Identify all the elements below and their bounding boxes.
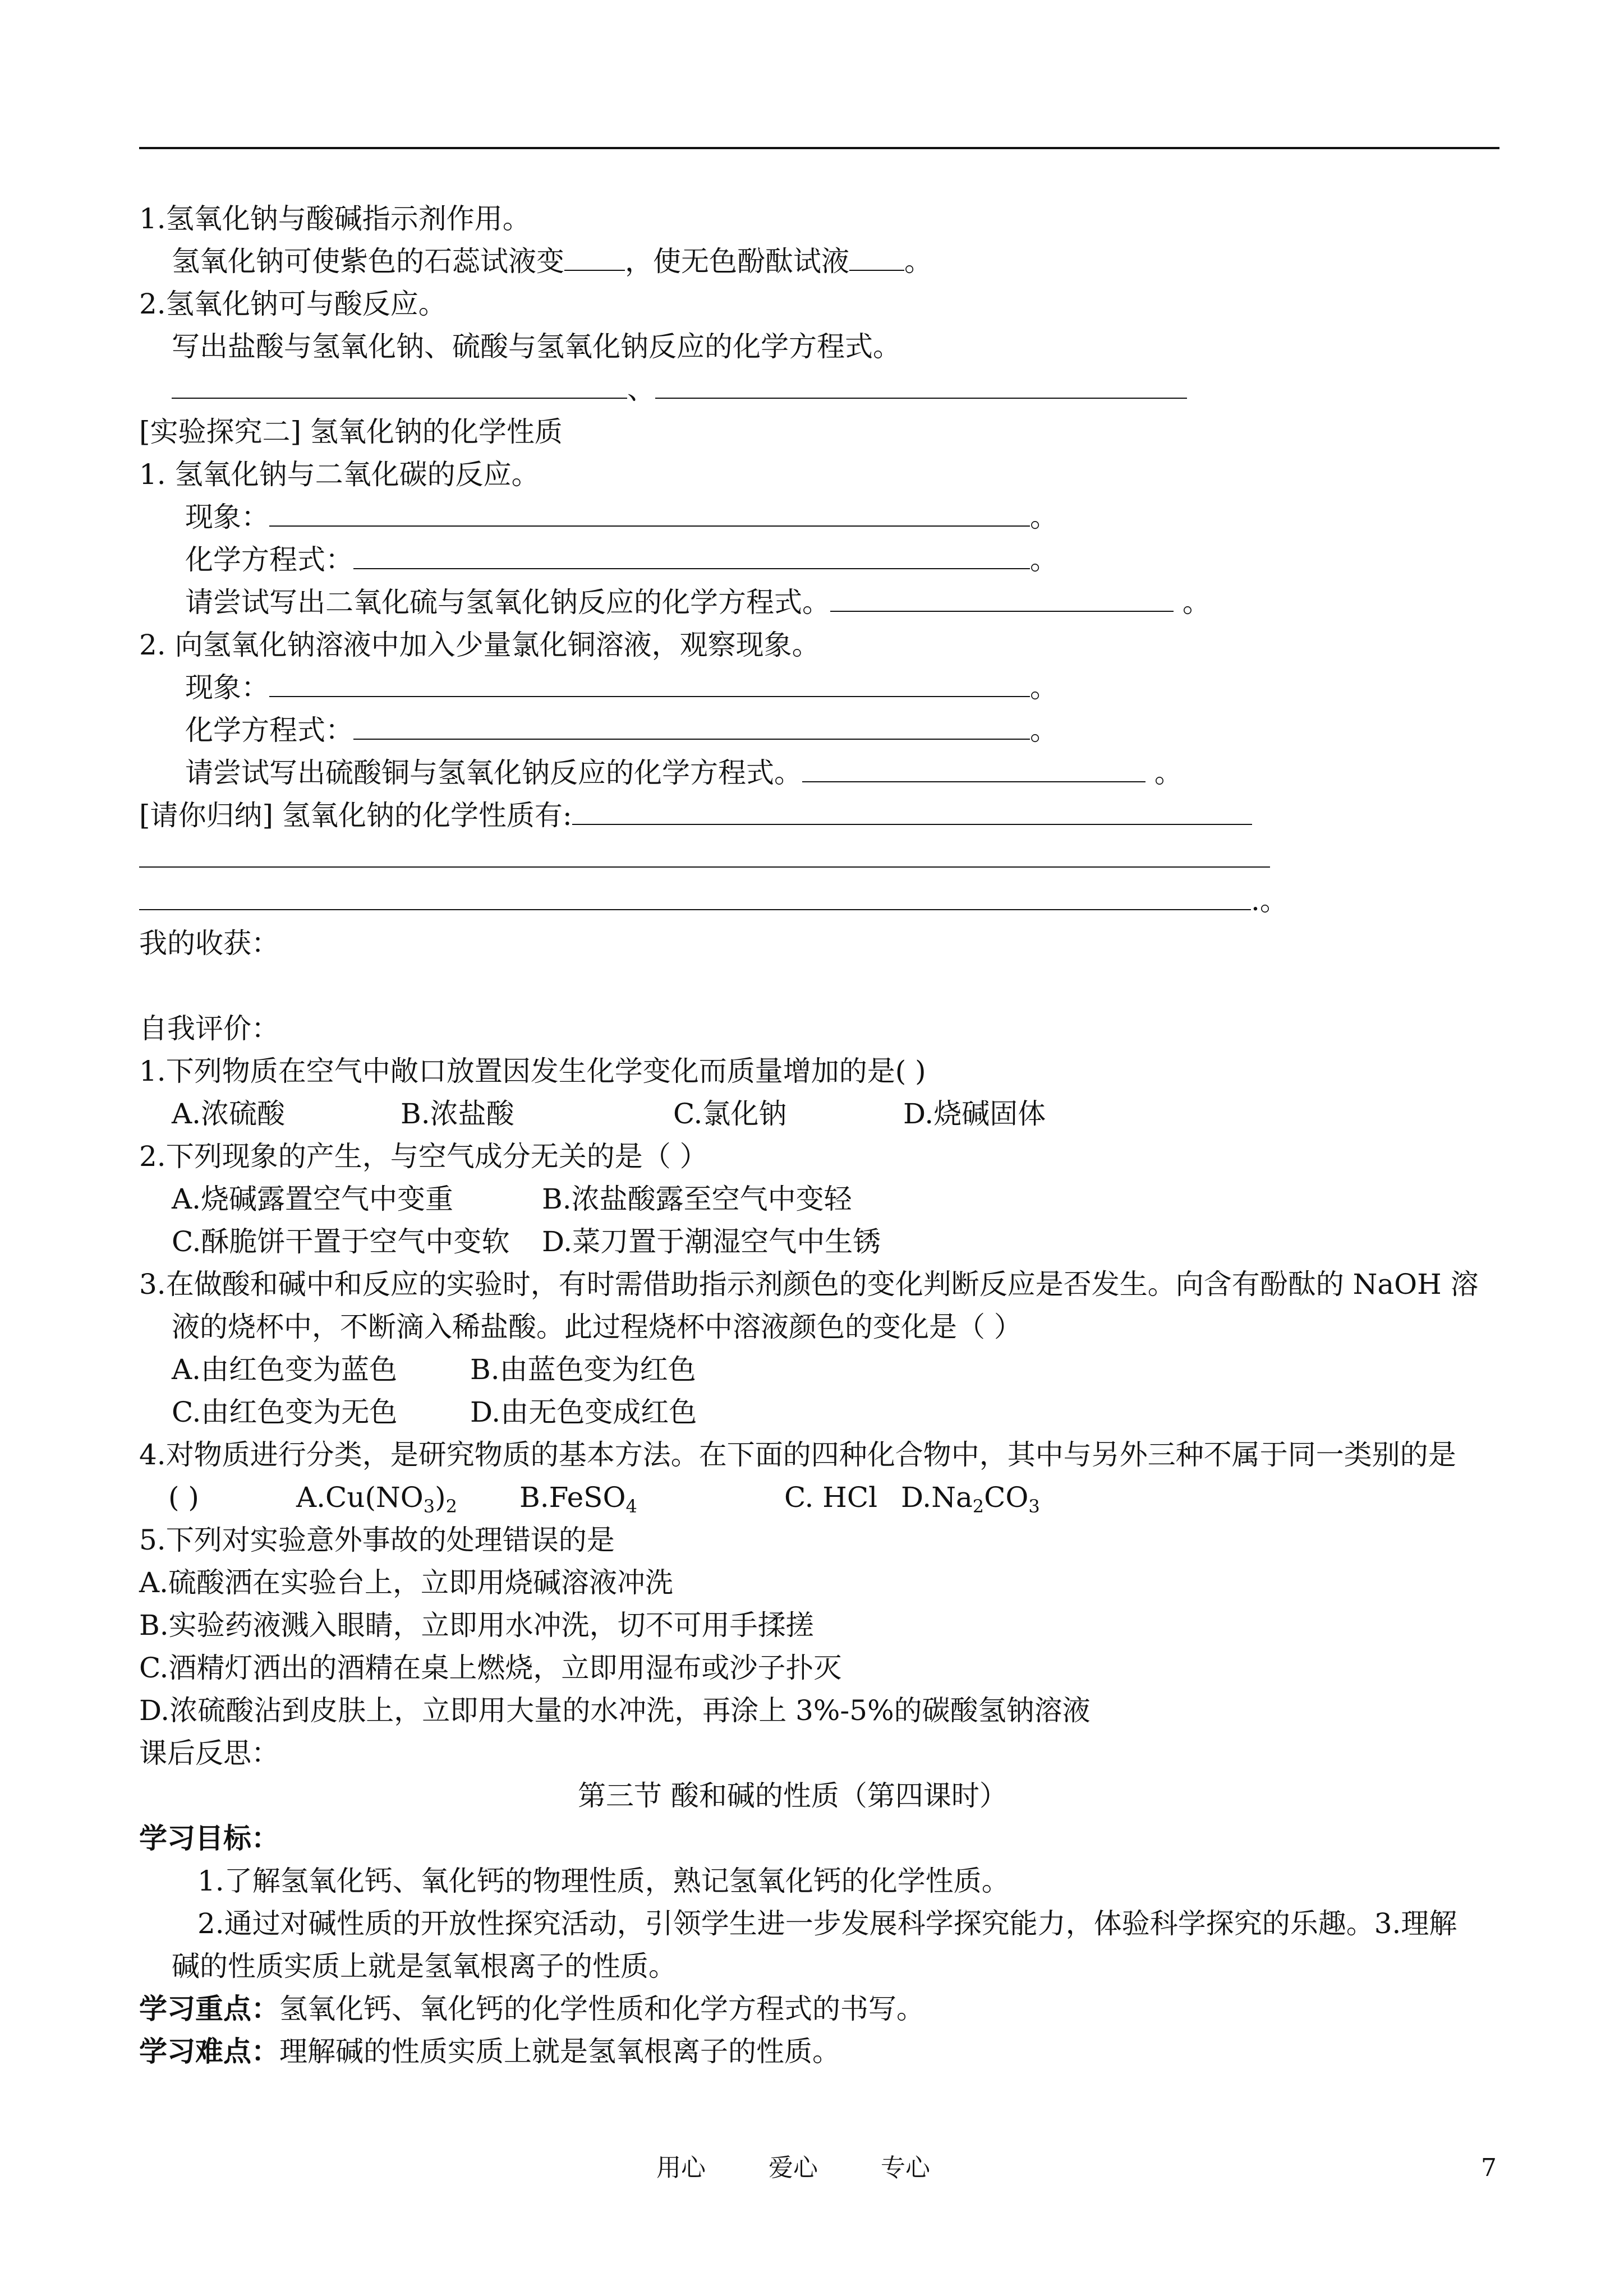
exp2-try-2: 请尝试写出硫酸铜与氢氧化钠反应的化学方程式。 。 [185, 757, 1183, 789]
q4-paren: ( ) [168, 1481, 199, 1514]
answer-blank[interactable] [572, 799, 1252, 825]
q4-option-b: B.FeSO$_4$ [519, 1481, 637, 1517]
experiment-2-title: [实验探究二] 氢氧化钠的化学性质 [139, 416, 563, 448]
equation-line: 、 [172, 372, 1187, 406]
item-2-heading: 2.氢氧化钠可与酸反应。 [139, 288, 447, 320]
goal-3: 碱的性质实质上就是氢氧根离子的性质。 [172, 1950, 677, 1983]
q1-option-d: D.烧碱固体 [903, 1098, 1046, 1130]
q5-option-c: C.酒精灯洒出的酒精在桌上燃烧，立即用湿布或沙子扑灭 [139, 1652, 842, 1684]
item-1-text: 氢氧化钠可使紫色的石蕊试液变 ，使无色酚酞试液 。 [172, 245, 932, 278]
page-number: 7 [1481, 2154, 1497, 2182]
q3-option-c: C.由红色变为无色 [172, 1396, 398, 1428]
item-1-heading: 1.氢氧化钠与酸碱指示剂作用。 [139, 202, 531, 235]
answer-blank[interactable] [269, 671, 1030, 697]
question-5: 5.下列对实验意外事故的处理错误的是 [139, 1524, 615, 1556]
question-1: 1.下列物质在空气中敞口放置因发生化学变化而质量增加的是( ) [139, 1055, 926, 1087]
q3-option-d: D.由无色变成红色 [470, 1396, 697, 1428]
exp2-item-2: 2. 向氢氧化钠溶液中加入少量氯化铜溶液，观察现象。 [139, 629, 820, 661]
footer-motto-3: 专心 [881, 2154, 930, 2182]
answer-blank[interactable] [655, 373, 1187, 399]
q4-option-d: $D.Na_2CO_3$ [901, 1481, 1040, 1517]
q3-option-a: A.由红色变为蓝色 [172, 1353, 398, 1386]
q1-option-b: B.浓盐酸 [401, 1098, 514, 1130]
answer-blank[interactable] [830, 586, 1174, 612]
footer-motto-2: 爱心 [769, 2154, 818, 2182]
answer-blank[interactable] [139, 884, 1251, 910]
q5-option-d: D.浓硫酸沾到皮肤上，立即用大量的水冲洗，再涂上 3%-5%的碳酸氢钠溶液 [139, 1694, 1091, 1727]
answer-blank[interactable] [802, 757, 1145, 782]
item-2-text: 写出盐酸与氢氧化钠、硫酸与氢氧化钠反应的化学方程式。 [172, 330, 901, 363]
goal-2: 2.通过对碱性质的开放性探究活动，引领学生进一步发展科学探究能力，体验科学探究的乐趣。3.理解 [197, 1907, 1457, 1940]
q5-option-a: A.硫酸洒在实验台上，立即用烧碱溶液冲洗 [139, 1566, 674, 1599]
q2-option-d: D.菜刀置于潮湿空气中生锈 [542, 1225, 881, 1258]
header-rule [139, 147, 1499, 149]
difficulty: 学习难点：理解碱的性质实质上就是氢氧根离子的性质。 [139, 2035, 840, 2068]
question-3: 3.在做酸和碱中和反应的实验时，有时需借助指示剂颜色的变化判断反应是否发生。向含有酚酞的 NaOH 溶 [139, 1268, 1479, 1301]
q5-option-b: B.实验药液溅入眼睛，立即用水冲洗，切不可用手揉搓 [139, 1609, 814, 1642]
section-heading: 第三节 酸和碱的性质（第四课时） [578, 1779, 1007, 1812]
summary-line-2 [139, 841, 1270, 875]
q3-option-b: B.由蓝色变为红色 [470, 1353, 696, 1386]
exp2-equation-2: 化学方程式： 。 [185, 714, 1058, 746]
answer-blank[interactable] [353, 543, 1030, 569]
q4-option-c: C. HCl [784, 1481, 878, 1514]
harvest-label: 我的收获： [139, 927, 279, 960]
answer-blank[interactable] [269, 501, 1030, 527]
answer-blank[interactable] [849, 245, 904, 271]
question-3-continued: 液的烧杯中，不断滴入稀盐酸。此过程烧杯中溶液颜色的变化是（ ） [172, 1311, 1022, 1343]
answer-blank[interactable] [564, 245, 625, 271]
q2-option-c: C.酥脆饼干置于空气中变软 [172, 1225, 510, 1258]
q2-option-b: B.浓盐酸露至空气中变轻 [542, 1183, 852, 1215]
key-point: 学习重点：氢氧化钙、氧化钙的化学性质和化学方程式的书写。 [139, 1993, 924, 2025]
summary-line-3: .。 [139, 884, 1288, 918]
q1-option-c: C.氯化钠 [673, 1098, 787, 1130]
question-4: 4.对物质进行分类，是研究物质的基本方法。在下面的四种化合物中，其中与另外三种不属于同一类别的是 [139, 1439, 1456, 1471]
exp2-equation-1: 化学方程式： 。 [185, 543, 1058, 576]
footer-motto-1: 用心 [656, 2154, 706, 2182]
exp2-item-1: 1. 氢氧化钠与二氧化碳的反应。 [139, 458, 540, 491]
reflection-label: 课后反思： [139, 1737, 279, 1769]
question-2: 2.下列现象的产生，与空气成分无关的是（ ） [139, 1140, 708, 1173]
q4-option-a: $A.Cu(NO_3)_2$ [296, 1481, 457, 1517]
goal-1: 1.了解氢氧化钙、氧化钙的物理性质，熟记氢氧化钙的化学性质。 [197, 1865, 1010, 1897]
answer-blank[interactable] [139, 842, 1270, 868]
q2-option-a: A.烧碱露置空气中变重 [172, 1183, 454, 1215]
evaluation-title: 自我评价： [139, 1012, 279, 1045]
answer-blank[interactable] [172, 373, 627, 399]
answer-blank[interactable] [353, 714, 1030, 740]
summary-line: [请你归纳] 氢氧化钠的化学性质有: [139, 799, 1252, 832]
exp2-try-1: 请尝试写出二氧化硫与氢氧化钠反应的化学方程式。 。 [185, 586, 1211, 619]
goals-label: 学习目标： [139, 1822, 279, 1855]
q1-option-a: A.浓硫酸 [172, 1098, 286, 1130]
exp2-phenomenon-1: 现象： 。 [185, 501, 1058, 533]
exp2-phenomenon-2: 现象： 。 [185, 671, 1058, 704]
